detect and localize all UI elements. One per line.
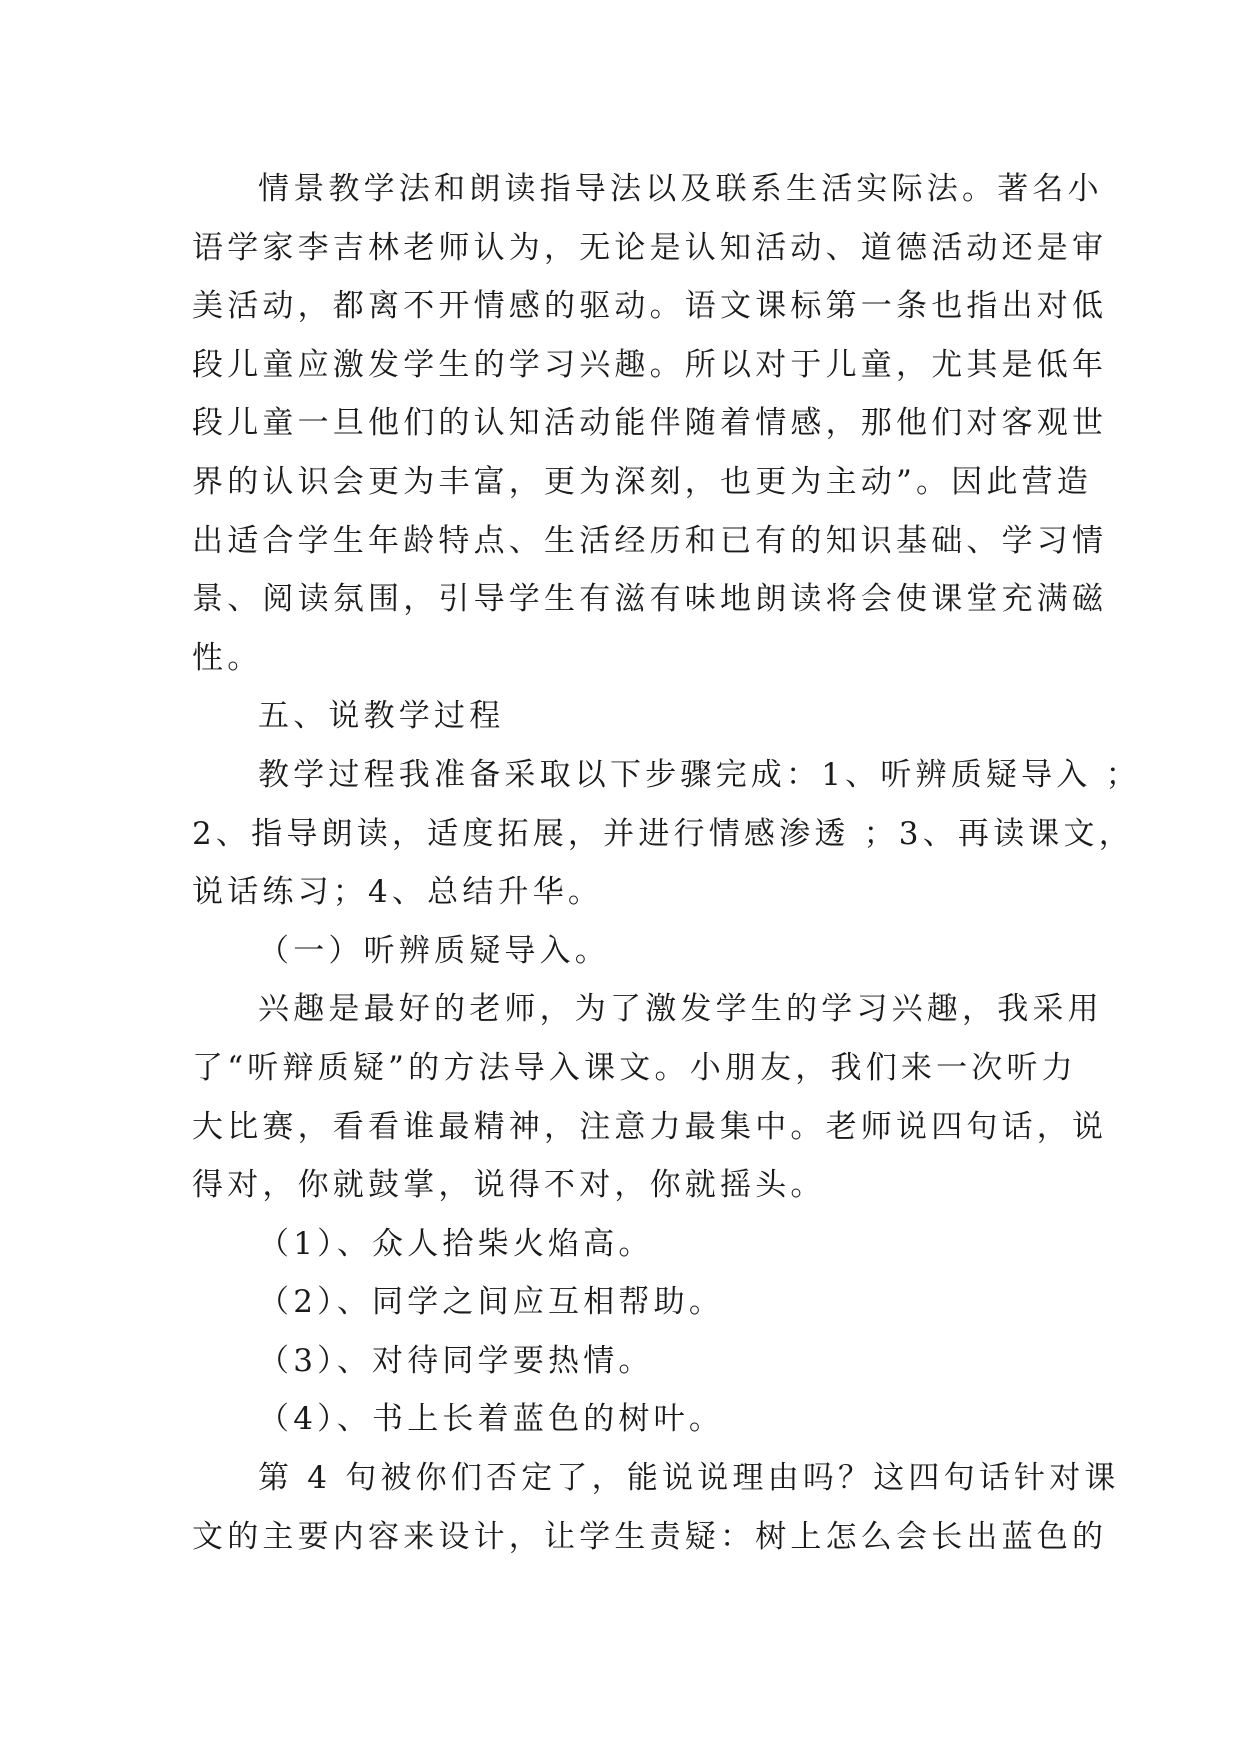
text-line: 界的认识会更为丰富，更为深刻，也更为主动”。因此营造: [192, 463, 1093, 500]
text-line: 文的主要内容来设计，让学生责疑：树上怎么会长出蓝色的: [192, 1518, 1108, 1555]
text-line: （4）、书上长着蓝色的树叶。: [258, 1401, 725, 1438]
text-line: 说话练习；4、总结升华。: [192, 874, 604, 911]
text-line: （一）听辨质疑导入。: [258, 932, 610, 969]
text-line: 美活动，都离不开情感的驱动。语文课标第一条也指出对低: [192, 288, 1108, 325]
document-body: [192, 160, 1141, 1566]
text-line: （1）、众人拾柴火焰高。: [258, 1225, 654, 1262]
text-line: 了“听辩质疑”的方法导入课文。小朋友，我们来一次听力: [192, 1049, 1077, 1086]
text-line: 第 4 句被你们否定了，能说说理由吗？这四句话针对课: [258, 1460, 1120, 1497]
text-line: 得对，你就鼓掌，说得不对，你就摇头。: [192, 1167, 826, 1204]
text-line: 段儿童一旦他们的认知活动能伴随着情感，那他们对客观世: [192, 405, 1108, 442]
text-line: （2）、同学之间应互相帮助。: [258, 1284, 725, 1321]
text-line: 兴趣是最好的老师，为了激发学生的学习兴趣，我采用: [258, 991, 1103, 1028]
text-line: 2、指导朗读，适度拓展，并进行情感渗透 ；3、再读课文，: [192, 815, 1134, 852]
text-line: （3）、对待同学要热情。: [258, 1342, 654, 1379]
text-line: 语学家李吉林老师认为，无论是认知活动、道德活动还是审: [192, 229, 1108, 266]
text-line: 景、阅读氛围，引导学生有滋有味地朗读将会使课堂充满磁: [192, 581, 1108, 618]
text-line: 教学过程我准备采取以下步骤完成：1、听辨质疑导入 ；: [258, 756, 1141, 793]
text-line: 大比赛，看看谁最精神，注意力最集中。老师说四句话，说: [192, 1108, 1108, 1145]
text-line: 五、说教学过程: [258, 698, 505, 735]
text-line: 情景教学法和朗读指导法以及联系生活实际法。著名小: [258, 171, 1103, 207]
text-line: 性。: [192, 639, 263, 676]
text-line: 出适合学生年龄特点、生活经历和已有的知识基础、学习情: [192, 522, 1108, 559]
text-line: 段儿童应激发学生的学习兴趣。所以对于儿童，尤其是低年: [192, 346, 1108, 383]
